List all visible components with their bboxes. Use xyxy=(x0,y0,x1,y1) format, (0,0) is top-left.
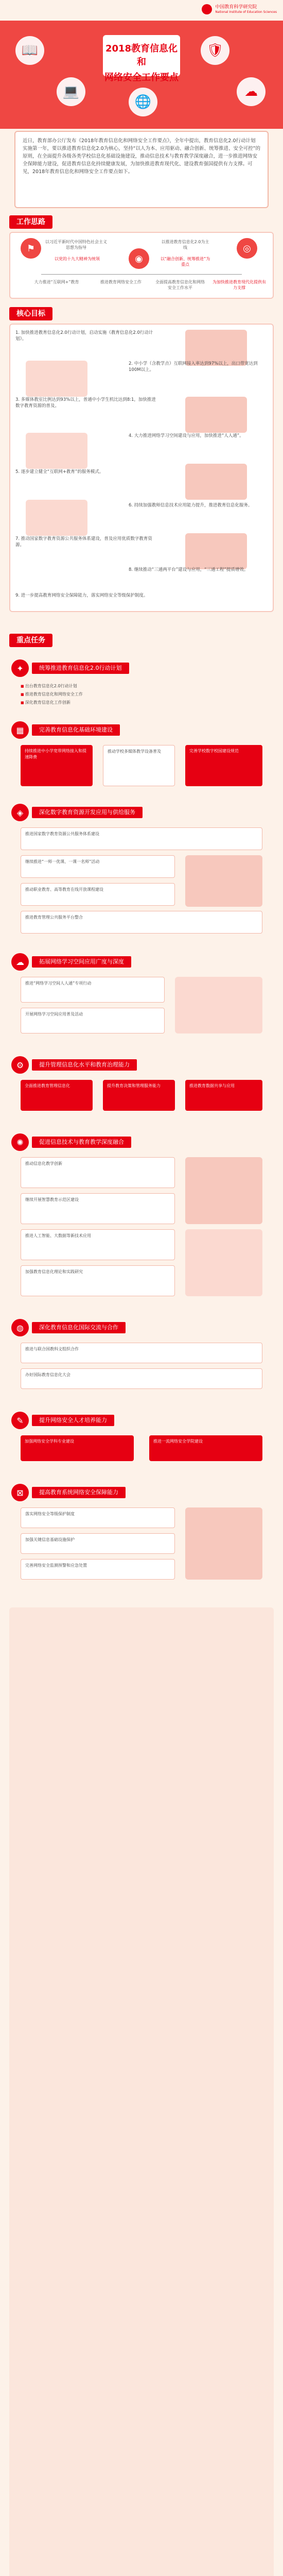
title-box xyxy=(103,35,180,83)
task-item-box: 推动职业教育、高等教育在线开放课程建设 xyxy=(21,883,175,906)
task-title: 深化数字教育资源开发应用与供给服务 xyxy=(32,807,143,818)
task-item-box: 办好国际教育信息化大会 xyxy=(21,1368,262,1389)
task-banner-7 xyxy=(9,1319,274,1336)
book-icon: 📖 xyxy=(15,36,44,65)
task-banner-3 xyxy=(9,804,274,821)
idea-node-1: 以习近平新时代中国特色社会主义思想为指导 xyxy=(45,240,107,250)
idea-node-8: 为加快推进教育现代化提供有力支撑 xyxy=(213,280,266,290)
page-title-line1: 2018教育信息化和 xyxy=(105,43,178,67)
task-title: 完善教育信息化基础环境建设 xyxy=(32,724,120,736)
task-item-box: 持续推进中小学宽带网络接入和提速降费 xyxy=(21,745,93,786)
connector-line xyxy=(41,274,242,275)
task-banner-5 xyxy=(9,1056,274,1074)
task-title: 统筹推进教育信息化2.0行动计划 xyxy=(32,663,129,674)
goal-item: 8. 继续推动“三通两平台”建设与应用，“三通工程”提质增效。 xyxy=(129,567,249,572)
globe-icon: 🌐 xyxy=(129,88,157,116)
intro-box xyxy=(14,131,269,208)
task-banner-8 xyxy=(9,1412,274,1429)
task-item-box: 落实网络安全等级保护制度 xyxy=(21,1507,175,1528)
goal-item: 2. 中小学（含教学点）互联网接入率达到97%以上，出口带宽达到100M以上。 xyxy=(129,361,258,372)
task-item-box: 推进教育数据共享与应用 xyxy=(185,1080,262,1111)
goal-item: 6. 持续加强教师信息技术应用能力提升，推进教育信息化服务。 xyxy=(129,503,253,508)
shield-icon: 🛡 xyxy=(201,36,229,65)
task-item-box: 推进“网络学习空间人人通”专项行动 xyxy=(21,977,165,1003)
task-item-box: 全面推进教育管理信息化 xyxy=(21,1080,93,1111)
decorative-panel xyxy=(9,1607,274,2576)
idea-node-3: 以推进教育信息化2.0为主线 xyxy=(161,240,209,250)
flag-icon: ⚑ xyxy=(21,238,41,259)
logo-name: 中国教育科学研究院 xyxy=(215,4,257,10)
task-item-box: 继续开展智慧教育示范区建设 xyxy=(21,1193,175,1224)
task-banner-4 xyxy=(9,953,274,971)
network-icon: ◉ xyxy=(129,248,149,269)
task-illustration xyxy=(185,1229,262,1296)
task-item-box: 继续推进“一师一优课、一课一名师”活动 xyxy=(21,855,175,878)
task-title: 提高教育系统网络安全保障能力 xyxy=(32,1487,126,1498)
goal-item: 1. 加快推进教育信息化2.0行动计划，启动实施《教育信息化2.0行动计划》。 xyxy=(15,330,153,342)
cloud-icon: ☁ xyxy=(11,953,29,971)
section-goals-title: 核心目标 xyxy=(9,307,52,320)
task-banner-1 xyxy=(9,659,274,677)
section-ideas-title: 工作思路 xyxy=(9,215,52,229)
header-banner xyxy=(0,21,283,129)
goal-illustration xyxy=(185,397,247,433)
task-illustration xyxy=(185,1507,262,1580)
idea-node-6: 推进教育网络安全工作 xyxy=(100,280,142,284)
database-icon: ◈ xyxy=(11,804,29,821)
task-item-box: 推动学校多媒体教学设备普及 xyxy=(103,745,175,786)
compass-icon: ✦ xyxy=(11,659,29,677)
task-illustration xyxy=(185,855,262,907)
gear-icon: ⚙ xyxy=(11,1056,29,1074)
top-bar xyxy=(0,0,283,21)
task-banner-2 xyxy=(9,721,274,739)
task-item: ■ 出台教育信息化2.0行动计划 xyxy=(21,683,77,689)
section-tasks-title: 重点任务 xyxy=(9,634,52,647)
task-item-box: 完善网络安全监测预警和应急处置 xyxy=(21,1559,175,1580)
task-item-box: 加强教育信息化理论和实践研究 xyxy=(21,1265,175,1296)
task-item-box: 开展网络学习空间应用普及活动 xyxy=(21,1008,165,1033)
building-icon: ▦ xyxy=(11,721,29,739)
task-title: 促进信息技术与教育教学深度融合 xyxy=(32,1137,131,1148)
task-title: 拓展网络学习空间应用广度与深度 xyxy=(32,956,131,968)
goal-illustration xyxy=(26,433,87,469)
goal-item: 4. 大力推进网络学习空间建设与应用，加快推进“人人通”。 xyxy=(129,433,244,438)
idea-node-4: 以“融合创新、统筹推进”为重点 xyxy=(160,257,210,267)
task-banner-9 xyxy=(9,1484,274,1501)
task-illustration xyxy=(185,1157,262,1224)
task-illustration xyxy=(175,977,262,1033)
goal-illustration xyxy=(185,464,247,500)
goal-illustration xyxy=(26,500,87,536)
logo-emblem-icon xyxy=(202,4,212,14)
laptop-icon: 💻 xyxy=(57,77,85,106)
globe-icon: ◍ xyxy=(11,1319,29,1336)
task-title: 深化教育信息化国际交流与合作 xyxy=(32,1322,126,1333)
task-item-box: 提升教育决策和管理服务能力 xyxy=(103,1080,175,1111)
idea-node-2: 以党的十九大精神为统领 xyxy=(55,257,100,261)
task-banner-6 xyxy=(9,1133,274,1151)
idea-node-7: 全面提高教育信息化和网络安全工作水平 xyxy=(155,280,205,290)
task-item-box: 加强网络安全学科专业建设 xyxy=(21,1435,134,1461)
goal-item: 5. 逐步建立健全“互联网+教育”的服务模式。 xyxy=(15,469,104,474)
task-item: ■ 深化教育信息化工作创新 xyxy=(21,700,70,706)
lightbulb-icon: ✺ xyxy=(11,1133,29,1151)
task-item-box: 推进与联合国教科文组织合作 xyxy=(21,1343,262,1363)
logo-name-en: National Institute of Education Sciences xyxy=(215,10,277,14)
ideas-panel xyxy=(9,232,274,299)
page-title-line2: 网络安全工作要点 xyxy=(104,72,179,83)
idea-node-5: 大力推进“互联网+”教育 xyxy=(34,280,79,284)
task-item-box: 推进人工智能、大数据等新技术应用 xyxy=(21,1229,175,1260)
cloud-icon: ☁ xyxy=(237,77,266,106)
target-icon: ◎ xyxy=(237,238,257,259)
task-item: ■ 推进教育信息化和网络安全工作 xyxy=(21,691,83,698)
goal-illustration xyxy=(26,361,87,397)
lock-icon: ⊠ xyxy=(11,1484,29,1501)
intro-text: 近日，教育部办公厅发布《2018年教育信息化和网络安全工作要点》，全年中提出，教育信息化2.0行动计划实施第一年，要以推进教育信息化2.0为核心，坚持“以人为本、应用驱动、融合创新、统筹推进、安全可控”的原则，在全面提升各级各类学校信息化基础设施建设，推动信息技术与教育教学深度融合，进一步推进网络安全保障能力建设，促进教育信息化持续健康发展，为加快推进教育现代化、建设教育强国提供有力支撑。可见，2018年教育信息化和网络安全工作要点如下。 xyxy=(23,138,260,175)
task-item-box: 推动信息化教学创新 xyxy=(21,1157,175,1188)
task-item-box: 完善学校数字校园建设规范 xyxy=(185,745,262,786)
goal-item: 7. 推动国家数字教育资源公共服务体系建设，普及应用优质数字教育资源。 xyxy=(15,536,152,548)
logo xyxy=(202,4,277,14)
task-item-box: 推进一流网络安全学院建设 xyxy=(149,1435,262,1461)
graduation-cap-icon: ✎ xyxy=(11,1412,29,1429)
task-item-box: 加强关键信息基础设施保护 xyxy=(21,1533,175,1554)
goal-item: 9. 进一步提高教育网络安全保障能力，落实网络安全等级保护制度。 xyxy=(15,593,148,598)
task-title: 提升管理信息化水平和教育治理能力 xyxy=(32,1059,137,1071)
goal-item: 3. 多媒体教室比例达到93%以上，普通中小学生机比达到8:1，加快推进数字教育资源的普及。 xyxy=(15,397,156,409)
goal-illustration xyxy=(185,533,247,569)
task-title: 提升网络安全人才培养能力 xyxy=(32,1415,114,1426)
task-item-box: 推进教育管理公共服务平台整合 xyxy=(21,911,262,934)
task-item-box: 推进国家数字教育资源公共服务体系建设 xyxy=(21,827,262,850)
